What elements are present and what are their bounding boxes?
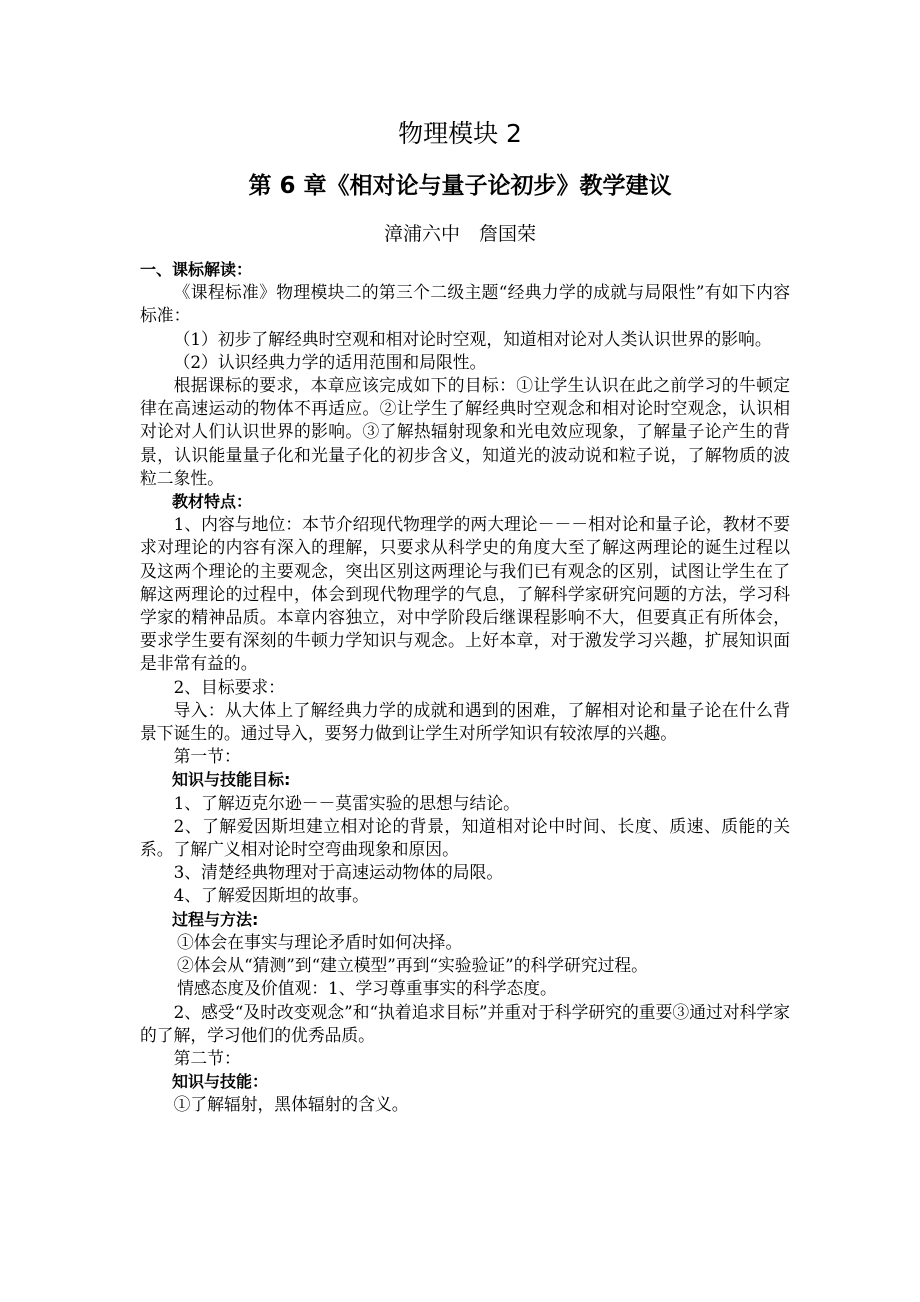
list-item: 2、了解爱因斯坦建立相对论的背景，知道相对论中时间、长度、质速、质能的关系。了解广义相对论时空弯曲现象和原因。 bbox=[140, 815, 790, 860]
document-body bbox=[140, 258, 790, 1117]
subheading-knowledge-skills-2: 知识与技能： bbox=[172, 1072, 269, 1092]
paragraph: 《课程标准》物理模块二的第三个二级主题“经典力学的成就与局限性”有如下内容标准： bbox=[140, 282, 790, 326]
paragraph: 导入：从大体上了解经典力学的成就和遇到的困难，了解相对论和量子论在什么背景下诞生的。通过导入，要努力做到让学生对所学知识有较浓厚的兴趣。 bbox=[140, 699, 790, 744]
list-item: 情感态度及价值观：1、学习尊重事实的科学态度。 bbox=[176, 978, 557, 999]
paragraph: 2、目标要求： bbox=[173, 676, 285, 697]
paragraph: 1、内容与地位：本节介绍现代物理学的两大理论－－－相对论和量子论，教材不要求对理论的内容有深入的理解，只要求从科学史的角度大至了解这两理论的诞生过程以及这两个理论的主要观念，突出区别这两理论与我们已有观念的区别，试图让学生在了解这两理论的过程中，体会到现代物理学的气息，了解科学家研究问题的方法，学习科学家的精神品质。本章内容独立，对中学阶段后继课程影响不大，但要真正有所体会，要求学生要有深刻的牛顿力学知识与观念。上好本章，对于激发学习兴趣，扩展知识面是非常有益的。 bbox=[140, 514, 790, 674]
list-item: ①了解辐射，黑体辐射的含义。 bbox=[173, 1094, 409, 1115]
section-heading-features: 教材特点： bbox=[172, 492, 253, 512]
list-item: 2、感受“及时改变观念”和“执着追求目标”并重对于科学研究的重要③通过对科学家的了解，学习他们的优秀品质。 bbox=[140, 1001, 790, 1045]
section-label-2: 第二节： bbox=[173, 1047, 241, 1068]
paragraph: （2）认识经典力学的适用范围和局限性。 bbox=[173, 351, 487, 372]
paragraph: 根据课标的要求，本章应该完成如下的目标：①让学生认识在此之前学习的牛顿定律在高速运动的物体不再适应。②让学生了解经典时空观念和相对论时空观念，认识相对论对人们认识世界的影响。③了解热辐射现象和光电效应现象，了解量子论产生的背景，认识能量量子化和光量子化的初步含义，知道光的波动说和粒子说，了解物质的波粒二象性。 bbox=[140, 375, 790, 488]
list-item: 1、了解迈克尔逊－－莫雷实验的思想与结论。 bbox=[173, 792, 520, 813]
paragraph: （1）初步了解经典时空观和相对论时空观，知道相对论对人类认识世界的影响。 bbox=[173, 328, 772, 349]
subheading-process-method: 过程与方法: bbox=[172, 909, 259, 929]
list-item: 4、了解爱因斯坦的故事。 bbox=[173, 885, 369, 906]
section-label-1: 第一节： bbox=[173, 746, 241, 767]
list-item: ①体会在事实与理论矛盾时如何决择。 bbox=[176, 931, 463, 952]
author-line: 漳浦六中 詹国荣 bbox=[383, 223, 536, 245]
subheading-knowledge-skills: 知识与技能目标: bbox=[172, 770, 291, 790]
document-title: 物理模块 2 bbox=[398, 119, 522, 148]
list-item: ②体会从“猜测”到“建立模型”再到“实验验证”的科学研究过程。 bbox=[176, 955, 648, 976]
section-heading-curriculum: 一、课标解读： bbox=[140, 260, 253, 279]
list-item: 3、清楚经典物理对于高速运动物体的局限。 bbox=[173, 862, 504, 883]
chapter-title: 第 6 章《相对论与量子论初步》教学建议 bbox=[248, 173, 672, 199]
